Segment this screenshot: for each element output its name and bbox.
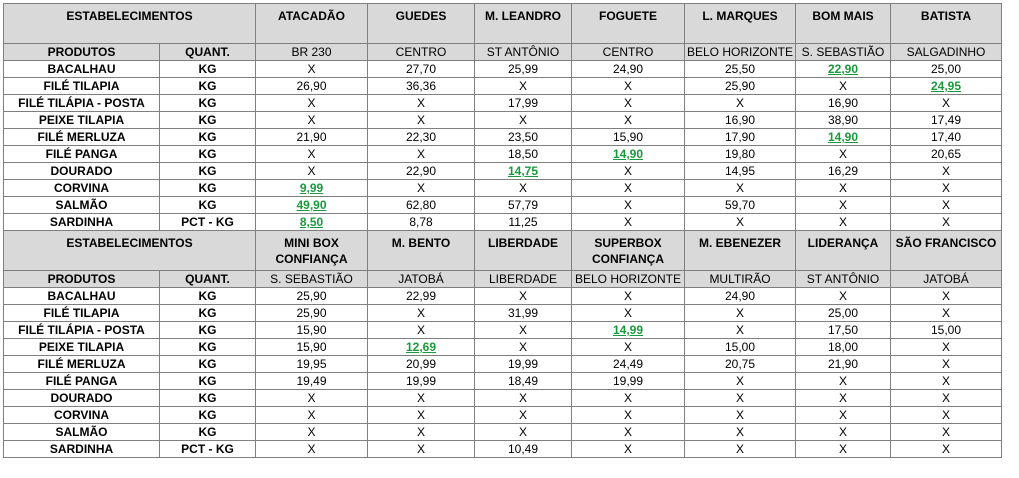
product-unit: KG xyxy=(160,197,256,214)
store-name: M. BENTO xyxy=(368,231,475,271)
price-cell: X xyxy=(891,163,1002,180)
store-location: ST ANTÔNIO xyxy=(796,271,891,288)
store-location: S. SEBASTIÃO xyxy=(256,271,368,288)
price-cell: X xyxy=(891,373,1002,390)
price-cell: X xyxy=(256,146,368,163)
table-row xyxy=(4,373,1002,390)
product-name: FILÉ TILÁPIA - POSTA xyxy=(4,95,160,112)
price-cell: X xyxy=(572,390,685,407)
price-cell: X xyxy=(368,424,475,441)
price-comparison-sheet xyxy=(3,3,1002,458)
product-unit: KG xyxy=(160,129,256,146)
product-name: SALMÃO xyxy=(4,197,160,214)
establishments-label: ESTABELECIMENTOS xyxy=(4,231,256,271)
product-unit: KG xyxy=(160,322,256,339)
price-cell: X xyxy=(256,441,368,458)
price-cell: 25,00 xyxy=(796,305,891,322)
best-price-cell: 49,90 xyxy=(256,197,368,214)
price-cell: 17,99 xyxy=(475,95,572,112)
product-unit: KG xyxy=(160,390,256,407)
store-location: JATOBÁ xyxy=(368,271,475,288)
establishments-label: ESTABELECIMENTOS xyxy=(4,4,256,44)
price-cell: X xyxy=(572,163,685,180)
price-cell: X xyxy=(891,407,1002,424)
store-location: SALGADINHO xyxy=(891,44,1002,61)
store-location: MULTIRÃO xyxy=(685,271,796,288)
table-row xyxy=(4,390,1002,407)
price-cell: 18,49 xyxy=(475,373,572,390)
price-cell: X xyxy=(685,322,796,339)
price-cell: X xyxy=(368,146,475,163)
price-cell: X xyxy=(891,441,1002,458)
price-cell: X xyxy=(796,288,891,305)
price-cell: X xyxy=(368,407,475,424)
product-name: FILÉ TILAPIA xyxy=(4,305,160,322)
price-cell: 18,50 xyxy=(475,146,572,163)
product-name: FILÉ TILAPIA xyxy=(4,78,160,95)
price-cell: X xyxy=(891,356,1002,373)
store-location: JATOBÁ xyxy=(891,271,1002,288)
price-cell: X xyxy=(796,214,891,231)
price-cell: X xyxy=(475,322,572,339)
product-name: FILÉ MERLUZA xyxy=(4,356,160,373)
price-cell: X xyxy=(796,197,891,214)
products-label: PRODUTOS xyxy=(4,44,160,61)
price-cell: X xyxy=(796,373,891,390)
price-cell: 36,36 xyxy=(368,78,475,95)
price-cell: 10,49 xyxy=(475,441,572,458)
price-cell: X xyxy=(796,424,891,441)
price-cell: 27,70 xyxy=(368,61,475,78)
product-name: DOURADO xyxy=(4,163,160,180)
product-unit: KG xyxy=(160,288,256,305)
price-cell: X xyxy=(368,112,475,129)
best-price-cell: 14,75 xyxy=(475,163,572,180)
product-unit: KG xyxy=(160,180,256,197)
price-cell: 17,90 xyxy=(685,129,796,146)
price-cell: X xyxy=(572,305,685,322)
table-row xyxy=(4,214,1002,231)
price-cell: X xyxy=(256,163,368,180)
best-price-cell: 14,90 xyxy=(796,129,891,146)
store-header-row xyxy=(4,4,1002,44)
price-cell: 16,29 xyxy=(796,163,891,180)
price-cell: X xyxy=(572,441,685,458)
price-cell: X xyxy=(256,112,368,129)
price-cell: X xyxy=(796,180,891,197)
table-row xyxy=(4,441,1002,458)
price-cell: 24,49 xyxy=(572,356,685,373)
table-row xyxy=(4,197,1002,214)
table-row xyxy=(4,163,1002,180)
price-cell: X xyxy=(368,390,475,407)
product-name: SARDINHA xyxy=(4,441,160,458)
price-cell: 25,00 xyxy=(891,61,1002,78)
price-cell: 26,90 xyxy=(256,78,368,95)
store-header-row xyxy=(4,231,1002,271)
price-cell: X xyxy=(572,424,685,441)
best-price-cell: 9,99 xyxy=(256,180,368,197)
price-cell: 18,00 xyxy=(796,339,891,356)
product-name: SALMÃO xyxy=(4,424,160,441)
price-cell: 15,90 xyxy=(572,129,685,146)
price-cell: X xyxy=(685,390,796,407)
price-cell: X xyxy=(891,390,1002,407)
price-cell: 19,95 xyxy=(256,356,368,373)
price-cell: X xyxy=(891,197,1002,214)
table-row xyxy=(4,424,1002,441)
price-cell: X xyxy=(368,305,475,322)
store-name: M. EBENEZER xyxy=(685,231,796,271)
product-unit: KG xyxy=(160,163,256,180)
product-name: CORVINA xyxy=(4,407,160,424)
store-name: LIBERDADE xyxy=(475,231,572,271)
price-cell: X xyxy=(475,112,572,129)
price-cell: X xyxy=(572,407,685,424)
store-name: BOM MAIS xyxy=(796,4,891,44)
price-cell: 25,99 xyxy=(475,61,572,78)
price-cell: 24,90 xyxy=(685,288,796,305)
table-row xyxy=(4,339,1002,356)
product-unit: KG xyxy=(160,407,256,424)
table-row xyxy=(4,78,1002,95)
store-location: ST ANTÔNIO xyxy=(475,44,572,61)
price-cell: 19,99 xyxy=(368,373,475,390)
price-cell: X xyxy=(475,390,572,407)
table-row xyxy=(4,180,1002,197)
price-cell: 22,30 xyxy=(368,129,475,146)
price-cell: X xyxy=(368,95,475,112)
quantity-label: QUANT. xyxy=(160,271,256,288)
price-cell: 21,90 xyxy=(256,129,368,146)
store-location: BR 230 xyxy=(256,44,368,61)
price-cell: X xyxy=(368,322,475,339)
store-location: CENTRO xyxy=(368,44,475,61)
product-name: FILÉ MERLUZA xyxy=(4,129,160,146)
store-location: CENTRO xyxy=(572,44,685,61)
product-name: BACALHAU xyxy=(4,288,160,305)
price-cell: X xyxy=(256,424,368,441)
table-row xyxy=(4,129,1002,146)
price-cell: X xyxy=(572,288,685,305)
store-name: BATISTA xyxy=(891,4,1002,44)
table-row xyxy=(4,112,1002,129)
store-location: BELO HORIZONTE xyxy=(685,44,796,61)
product-name: PEIXE TILAPIA xyxy=(4,112,160,129)
product-unit: PCT - KG xyxy=(160,214,256,231)
price-table xyxy=(3,3,1002,458)
price-cell: 15,00 xyxy=(891,322,1002,339)
price-cell: 16,90 xyxy=(796,95,891,112)
price-cell: X xyxy=(891,339,1002,356)
best-price-cell: 22,90 xyxy=(796,61,891,78)
price-cell: X xyxy=(368,441,475,458)
table-row xyxy=(4,61,1002,78)
price-cell: X xyxy=(796,407,891,424)
store-name: SÃO FRANCISCO xyxy=(891,231,1002,271)
price-cell: X xyxy=(796,78,891,95)
price-cell: X xyxy=(891,95,1002,112)
product-unit: KG xyxy=(160,112,256,129)
price-cell: X xyxy=(891,424,1002,441)
store-name: SUPERBOX CONFIANÇA xyxy=(572,231,685,271)
product-name: DOURADO xyxy=(4,390,160,407)
product-unit: KG xyxy=(160,146,256,163)
price-cell: 38,90 xyxy=(796,112,891,129)
price-cell: 23,50 xyxy=(475,129,572,146)
price-cell: X xyxy=(475,339,572,356)
price-cell: 31,99 xyxy=(475,305,572,322)
price-cell: 17,49 xyxy=(891,112,1002,129)
store-name: M. LEANDRO xyxy=(475,4,572,44)
price-cell: 59,70 xyxy=(685,197,796,214)
table-row xyxy=(4,146,1002,163)
product-unit: KG xyxy=(160,305,256,322)
price-cell: 15,90 xyxy=(256,339,368,356)
store-name: L. MARQUES xyxy=(685,4,796,44)
price-cell: X xyxy=(796,390,891,407)
product-unit: PCT - KG xyxy=(160,441,256,458)
quantity-label: QUANT. xyxy=(160,44,256,61)
price-cell: X xyxy=(796,441,891,458)
price-cell: X xyxy=(685,214,796,231)
price-cell: 19,80 xyxy=(685,146,796,163)
product-unit: KG xyxy=(160,356,256,373)
price-cell: X xyxy=(475,180,572,197)
price-cell: 25,90 xyxy=(685,78,796,95)
price-cell: X xyxy=(256,390,368,407)
store-location: LIBERDADE xyxy=(475,271,572,288)
price-cell: X xyxy=(685,424,796,441)
store-name: ATACADÃO xyxy=(256,4,368,44)
product-unit: KG xyxy=(160,424,256,441)
product-name: FILÉ TILÁPIA - POSTA xyxy=(4,322,160,339)
price-cell: X xyxy=(685,407,796,424)
store-name: LIDERANÇA xyxy=(796,231,891,271)
table-row xyxy=(4,407,1002,424)
product-name: FILÉ PANGA xyxy=(4,373,160,390)
price-cell: X xyxy=(475,78,572,95)
price-cell: X xyxy=(685,95,796,112)
price-cell: X xyxy=(891,214,1002,231)
price-cell: X xyxy=(891,288,1002,305)
product-name: FILÉ PANGA xyxy=(4,146,160,163)
store-name: GUEDES xyxy=(368,4,475,44)
price-cell: X xyxy=(891,180,1002,197)
price-cell: 19,99 xyxy=(475,356,572,373)
price-cell: X xyxy=(572,214,685,231)
price-cell: X xyxy=(475,407,572,424)
store-name: MINI BOX CONFIANÇA xyxy=(256,231,368,271)
price-cell: 25,90 xyxy=(256,288,368,305)
price-cell: X xyxy=(572,112,685,129)
best-price-cell: 8,50 xyxy=(256,214,368,231)
price-cell: 17,50 xyxy=(796,322,891,339)
price-cell: 21,90 xyxy=(796,356,891,373)
column-header-row xyxy=(4,44,1002,61)
price-cell: 22,99 xyxy=(368,288,475,305)
price-cell: X xyxy=(256,61,368,78)
table-row xyxy=(4,288,1002,305)
price-cell: X xyxy=(891,305,1002,322)
price-cell: X xyxy=(572,95,685,112)
price-cell: X xyxy=(256,95,368,112)
product-unit: KG xyxy=(160,61,256,78)
price-cell: 22,90 xyxy=(368,163,475,180)
price-cell: 19,99 xyxy=(572,373,685,390)
price-cell: 15,00 xyxy=(685,339,796,356)
product-name: CORVINA xyxy=(4,180,160,197)
price-cell: 20,99 xyxy=(368,356,475,373)
best-price-cell: 14,99 xyxy=(572,322,685,339)
best-price-cell: 14,90 xyxy=(572,146,685,163)
price-cell: 17,40 xyxy=(891,129,1002,146)
product-name: PEIXE TILAPIA xyxy=(4,339,160,356)
price-cell: X xyxy=(475,288,572,305)
price-cell: X xyxy=(256,407,368,424)
price-cell: 25,50 xyxy=(685,61,796,78)
price-cell: X xyxy=(572,339,685,356)
product-name: BACALHAU xyxy=(4,61,160,78)
price-cell: 20,75 xyxy=(685,356,796,373)
store-location: BELO HORIZONTE xyxy=(572,271,685,288)
product-unit: KG xyxy=(160,373,256,390)
price-cell: X xyxy=(475,424,572,441)
price-cell: X xyxy=(685,441,796,458)
table-row xyxy=(4,356,1002,373)
product-unit: KG xyxy=(160,78,256,95)
price-cell: 57,79 xyxy=(475,197,572,214)
product-unit: KG xyxy=(160,339,256,356)
price-cell: X xyxy=(572,197,685,214)
products-label: PRODUTOS xyxy=(4,271,160,288)
price-cell: 20,65 xyxy=(891,146,1002,163)
best-price-cell: 24,95 xyxy=(891,78,1002,95)
price-cell: 11,25 xyxy=(475,214,572,231)
price-cell: X xyxy=(685,305,796,322)
price-cell: 15,90 xyxy=(256,322,368,339)
price-cell: 24,90 xyxy=(572,61,685,78)
table-row xyxy=(4,322,1002,339)
price-cell: X xyxy=(796,146,891,163)
price-cell: 8,78 xyxy=(368,214,475,231)
price-cell: 16,90 xyxy=(685,112,796,129)
price-cell: 14,95 xyxy=(685,163,796,180)
column-header-row xyxy=(4,271,1002,288)
product-unit: KG xyxy=(160,95,256,112)
price-cell: 19,49 xyxy=(256,373,368,390)
price-cell: X xyxy=(685,180,796,197)
price-cell: X xyxy=(368,180,475,197)
price-cell: 25,90 xyxy=(256,305,368,322)
table-row xyxy=(4,95,1002,112)
price-cell: X xyxy=(572,78,685,95)
best-price-cell: 12,69 xyxy=(368,339,475,356)
table-row xyxy=(4,305,1002,322)
product-name: SARDINHA xyxy=(4,214,160,231)
price-cell: X xyxy=(685,373,796,390)
store-location: S. SEBASTIÃO xyxy=(796,44,891,61)
price-cell: 62,80 xyxy=(368,197,475,214)
store-name: FOGUETE xyxy=(572,4,685,44)
price-cell: X xyxy=(572,180,685,197)
